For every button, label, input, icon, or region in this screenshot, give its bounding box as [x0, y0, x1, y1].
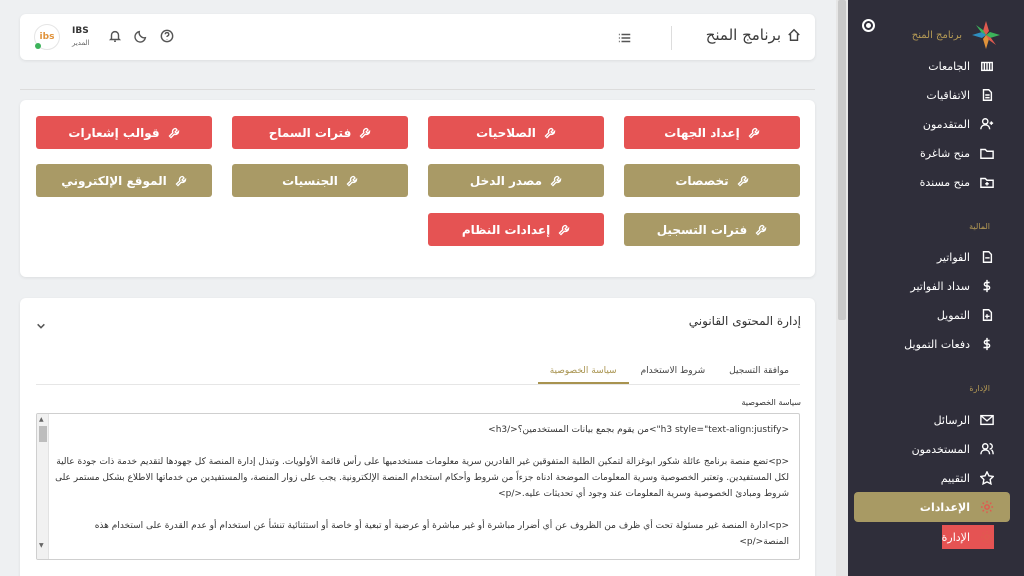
chevron-down-icon: [36, 321, 46, 331]
star-icon: [980, 471, 994, 485]
help-icon: [160, 29, 174, 43]
sidebar-item-settings[interactable]: الإعدادات: [920, 495, 994, 519]
menu-icon: [618, 31, 632, 45]
file-plus-icon: [980, 308, 994, 322]
wrench-icon: [558, 224, 570, 236]
dollar-icon: [980, 337, 994, 351]
scrollbar-thumb[interactable]: [39, 426, 47, 442]
sidebar-item-vacant-grants[interactable]: منح شاغرة: [920, 141, 994, 165]
settings-buttons-panel: [20, 100, 815, 277]
income-source-button[interactable]: مصدر الدخل: [428, 164, 604, 197]
moon-icon: [134, 29, 148, 43]
section-divider: [20, 89, 815, 90]
wrench-icon: [544, 127, 556, 139]
brand-logo-icon: [970, 19, 1002, 51]
legal-tabs: [538, 360, 801, 384]
notifications-button[interactable]: [108, 28, 122, 47]
user-plus-icon: [980, 117, 994, 131]
brand-name: برنامج المنح: [911, 29, 962, 41]
sidebar-toggle-radio[interactable]: [862, 19, 875, 32]
mail-icon: [980, 413, 994, 427]
wrench-icon: [550, 175, 562, 187]
nationalities-button[interactable]: الجنسيات: [232, 164, 408, 197]
scroll-up-arrow-icon[interactable]: ▲: [39, 416, 44, 423]
privacy-policy-label: سياسة الخصوصية: [741, 398, 801, 407]
sidebar-section-admin: الإدارة: [969, 384, 990, 393]
page-scrollbar[interactable]: [836, 0, 848, 576]
folder-plus-icon: [980, 175, 994, 189]
users-icon: [980, 442, 994, 456]
home-icon: [787, 28, 801, 42]
registration-periods-button[interactable]: فترات التسجيل: [624, 213, 800, 246]
user-area: [34, 24, 174, 50]
tab-registration-consent[interactable]: موافقة التسجيل: [729, 366, 789, 376]
sidebar-item-applicants[interactable]: المتقدمون: [923, 112, 994, 136]
editor-paragraph: <p>ادارة المنصة غير مسئولة تحت أي ظرف من الظروف عن أي أضرار مباشرة أو غير مباشرة أو عرضية أو تبعية أو خاصة أو استثنائية تنشأ عن استخدام أو عدم القدرة على استخدام هذه المنصة</p>: [94, 521, 789, 547]
permissions-button[interactable]: الصلاحيات: [428, 116, 604, 149]
sidebar-item-messages[interactable]: الرسائل: [934, 408, 994, 432]
sidebar-item-invoice-payment[interactable]: سداد الفواتير: [910, 274, 994, 298]
sidebar-item-agreements[interactable]: الاتفاقيات: [926, 83, 994, 107]
sidebar: [836, 0, 1024, 576]
page-title: برنامج المنح: [706, 26, 801, 44]
tab-terms-of-use[interactable]: شروط الاستخدام: [640, 366, 706, 376]
sidebar-item-universities[interactable]: الجامعات: [928, 54, 994, 78]
wrench-icon: [755, 224, 767, 236]
online-status-dot: [35, 43, 41, 49]
dark-mode-button[interactable]: [134, 28, 148, 47]
editor-paragraph: <p>تضع منصة برنامج عائلة شكور ابوغزالة لتمكين الطلبة المتفوقين غير القادرين سرية معلومات مستخدميها على رأس قائمة الأولويات. وتبذل إدارة المنصة كل جهودها لتقديم خدمة ذات جودة عالية لكل المستفيدين. وتعتبر الخصوصية وسرية المعلومات الموضحة ادناه جزءاً من شروط وأحكام استخدام المنصة الإلكترونية. يجب على زوار المنصة، والمستفيدين من خدماتها الاطلاع بشكل مستمر على شروط ومبادئ الخصوصية وسرية المعلومات عند وجود أي تحديثات عليه.</p>: [55, 457, 789, 499]
sidebar-item-assigned-grants[interactable]: منح مسندة: [920, 170, 994, 194]
sidebar-item-funding-payments[interactable]: دفعات التمويل: [904, 332, 994, 356]
sidebar-item-users[interactable]: المستخدمون: [912, 437, 994, 461]
menu-toggle[interactable]: [618, 30, 632, 44]
entities-setup-button[interactable]: إعداد الجهات: [624, 116, 800, 149]
specializations-button[interactable]: تخصصات: [624, 164, 800, 197]
document-icon: [980, 88, 994, 102]
website-button[interactable]: الموقع الإلكتروني: [36, 164, 212, 197]
grace-periods-button[interactable]: فترات السماح: [232, 116, 408, 149]
tabs-divider: [36, 384, 800, 385]
legal-content-title: إدارة المحتوى القانوني: [688, 314, 801, 328]
wrench-icon: [175, 175, 187, 187]
privacy-policy-editor[interactable]: [36, 413, 800, 560]
sidebar-item-evaluation[interactable]: التقييم: [941, 466, 994, 490]
dollar-icon: [980, 279, 994, 293]
user-role: المدير: [72, 39, 90, 47]
sidebar-item-invoices[interactable]: الفواتير: [937, 245, 994, 269]
sidebar-item-funding[interactable]: التمويل: [937, 303, 994, 327]
file-icon: [980, 250, 994, 264]
folder-icon: [980, 146, 994, 160]
collapse-toggle[interactable]: [36, 316, 46, 335]
user-name: IBS: [72, 26, 89, 36]
wrench-icon: [748, 127, 760, 139]
sidebar-item-administration[interactable]: الإدارة: [942, 525, 994, 549]
wrench-icon: [737, 175, 749, 187]
wrench-icon: [346, 175, 358, 187]
scroll-down-arrow-icon[interactable]: ▼: [39, 542, 44, 549]
notification-templates-button[interactable]: قوالب إشعارات: [36, 116, 212, 149]
system-settings-button[interactable]: إعدادات النظام: [428, 213, 604, 246]
help-button[interactable]: [160, 28, 174, 47]
gear-icon: [980, 500, 994, 514]
bell-icon: [108, 29, 122, 43]
building-icon: [980, 59, 994, 73]
divider: [671, 26, 672, 50]
editor-line-heading: <h3 style="text-align:justify">من يقوم بجمع بيانات المستخدمين؟</h3>: [488, 425, 789, 435]
editor-scrollbar[interactable]: [37, 414, 49, 559]
tab-privacy-policy[interactable]: سياسة الخصوصية: [538, 360, 629, 384]
scrollbar-thumb[interactable]: [838, 0, 846, 320]
legal-content-panel: [20, 298, 815, 576]
avatar[interactable]: ibs: [34, 24, 60, 50]
brand[interactable]: [912, 18, 1002, 52]
wrench-icon: [168, 127, 180, 139]
user-info[interactable]: [72, 25, 90, 49]
sidebar-section-finance: المالية: [969, 222, 990, 231]
top-bar: [20, 14, 815, 60]
wrench-icon: [359, 127, 371, 139]
gear-icon: [980, 530, 994, 544]
editor-content: [55, 422, 789, 560]
